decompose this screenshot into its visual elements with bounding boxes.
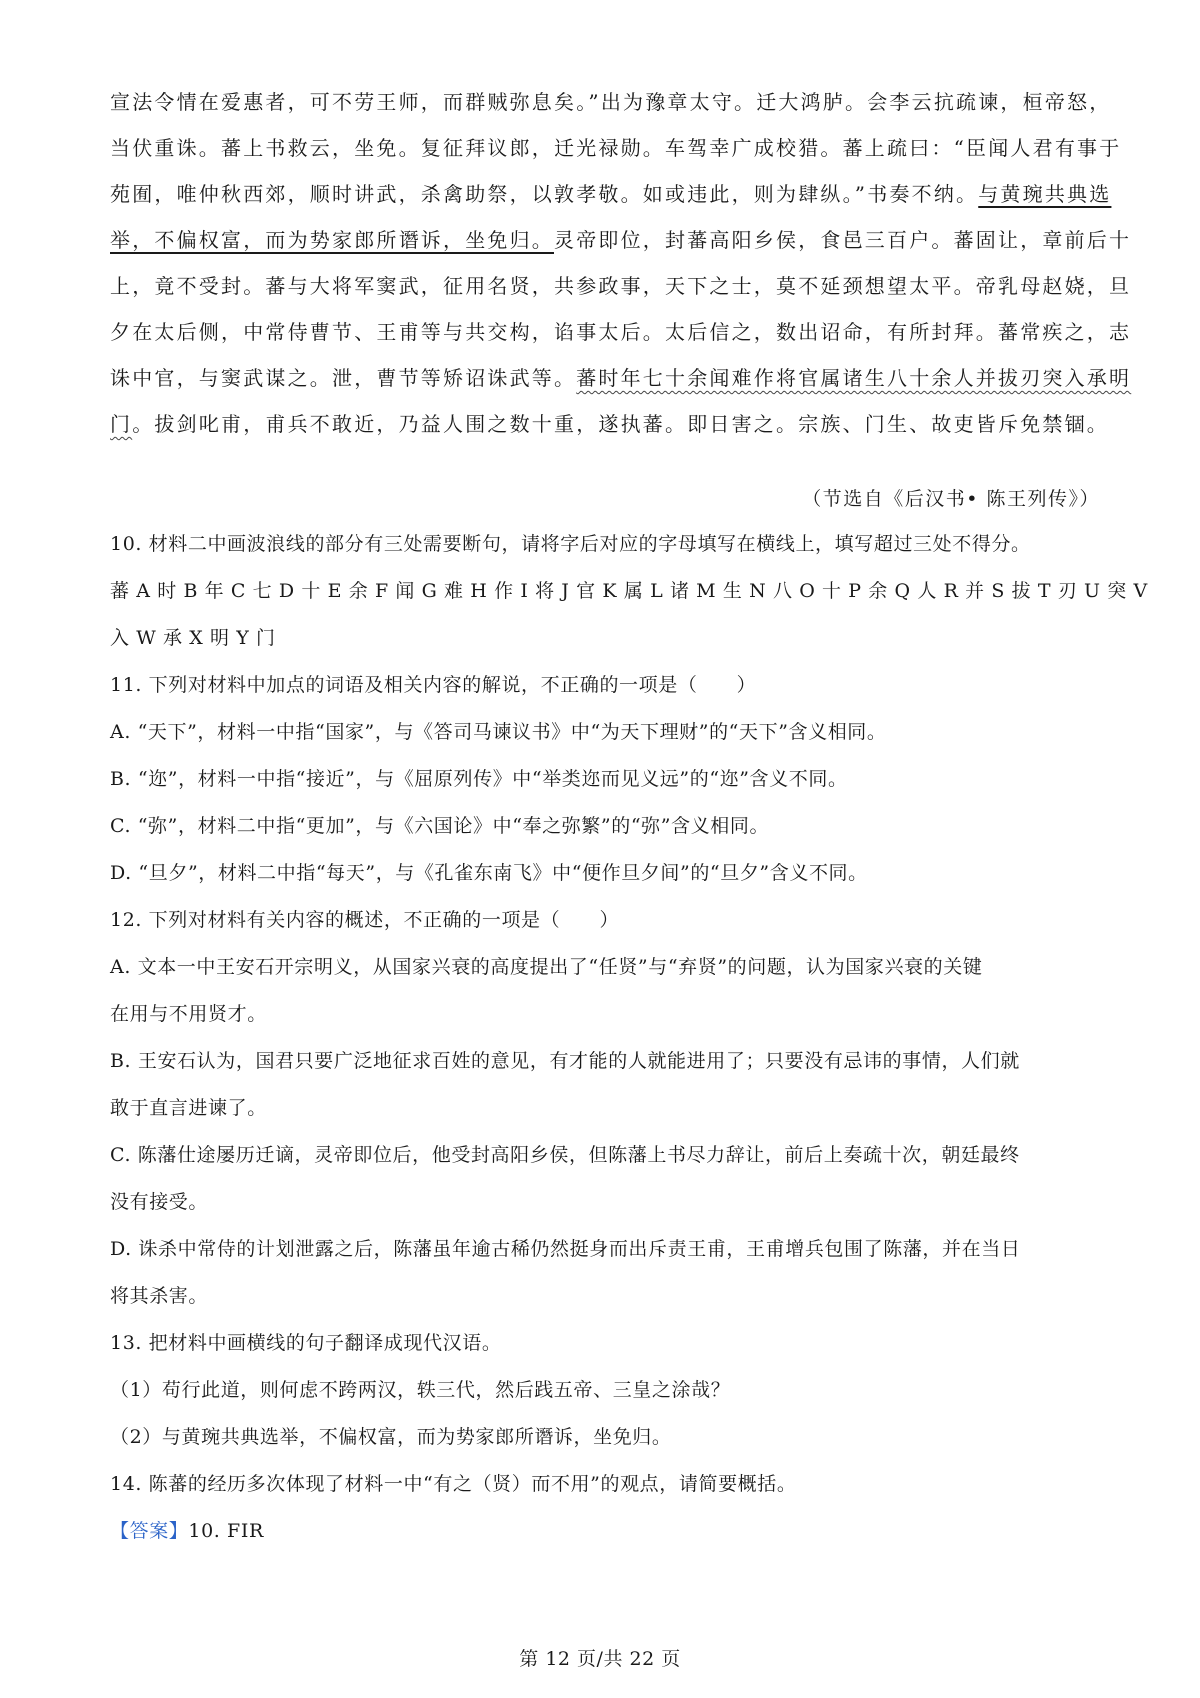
passage-line: 宣法令情在爱惠者，可不劳王师，而群贼弥息矣。”出为豫章太守。迁大鸿胪。会李云抗疏谏，桓帝怒， (110, 90, 1112, 114)
passage (110, 88, 1132, 456)
wavy-underlined-sentence: 门 (110, 412, 133, 436)
passage-line: 当伏重诛。蕃上书救云，坐免。复征拜议郎，迁光禄勋。车驾幸广成校猎。蕃上疏曰：“臣闻人君有事于 (110, 136, 1122, 160)
answer-label: 【答案】 (110, 1520, 189, 1542)
question-line: 在用与不用贤才。 (110, 1003, 267, 1025)
question-line: B. “迩”，材料一中指“接近”，与《屈原列传》中“举类迩而见义远”的“迩”含义不同。 (110, 768, 848, 790)
question-line: 敢于直言进谏了。 (110, 1097, 267, 1119)
question-line: 11. 下列对材料中加点的词语及相关内容的解说，不正确的一项是（ ） (110, 674, 757, 696)
passage-line: 苑囿，唯仲秋西郊，顺时讲武，杀禽助祭，以敦孝敬。如或违此，则为肆纵。”书奏不纳。与黄琬共典选 (110, 182, 1112, 206)
question-line: （1）苟行此道，则何虑不跨两汉，轶三代，然后践五帝、三皇之涂哉？ (110, 1379, 731, 1401)
question-line: D. “旦夕”，材料二中指“每天”，与《孔雀东南飞》中“便作旦夕间”的“旦夕”含义不同。 (110, 862, 868, 884)
underlined-sentence: 举，不偏权富，而为势家郎所谮诉，坐免归。 (110, 228, 554, 252)
question-line: C. “弥”，材料二中指“更加”，与《六国论》中“奉之弥繁”的“弥”含义相同。 (110, 815, 770, 837)
answer-line (110, 1517, 1100, 1564)
question-line: 将其杀害。 (110, 1285, 209, 1307)
wavy-underlined-sentence: 蕃时年七十余闻难作将官属诸生八十余人并拔刃突入承明 (576, 366, 1132, 390)
question-line: 10. 材料二中画波浪线的部分有三处需要断句，请将字后对应的字母填写在横线上，填写超过三处不得分。 (110, 533, 1031, 555)
underlined-sentence: 与黄琬共典选 (978, 182, 1112, 206)
question-line: 14. 陈蕃的经历多次体现了材料一中“有之（贤）而不用”的观点，请简要概括。 (110, 1473, 797, 1495)
question-line: 蕃 A 时 B 年 C 七 D 十 E 余 F 闻 G 难 H 作 I 将 J 官 K 属 L 诸 M 生 N 八 O 十 P 余 Q 人 R 并 S 拔 T 刃 U 突 V (110, 580, 1148, 602)
question-line: （2）与黄琬共典选举，不偏权富，而为势家郎所谮诉，坐免归。 (110, 1426, 672, 1448)
passage-line: 上，竟不受封。蕃与大将军窦武，征用名贤，共参政事，天下之士，莫不延颈想望太平。帝乳母赵娆，旦 (110, 274, 1132, 298)
passage-source: （节选自《后汉书• 陈王列传》） (802, 488, 1100, 510)
passage-line: 门。拔剑叱甫，甫兵不敢近，乃益人围之数十重，遂执蕃。即日害之。宗族、门生、故吏皆斥免禁锢。 (110, 412, 1110, 436)
passage-line: 夕在太后侧，中常侍曹节、王甫等与共交构，谄事太后。太后信之，数出诏命，有所封拜。蕃常疾之，志 (110, 320, 1132, 344)
page-footer: 第 12 页/共 22 页 (519, 1648, 681, 1670)
question-line: B. 王安石认为，国君只要广泛地征求百姓的意见，有才能的人就能进用了；只要没有忌讳的事情，人们就 (110, 1050, 1020, 1072)
question-line: A. “天下”，材料一中指“国家”，与《答司马谏议书》中“为天下理财”的“天下”含义相同。 (110, 721, 887, 743)
question-line: A. 文本一中王安石开宗明义，从国家兴衰的高度提出了“任贤”与“弃贤”的问题，认为国家兴衰的关键 (110, 956, 983, 978)
question-line: 没有接受。 (110, 1191, 209, 1213)
answer-text: 10. FIR (188, 1520, 264, 1542)
question-line: 13. 把材料中画横线的句子翻译成现代汉语。 (110, 1332, 502, 1354)
question-line: 入 W 承 X 明 Y 门 (110, 627, 276, 649)
question-line: 12. 下列对材料有关内容的概述，不正确的一项是（ ） (110, 909, 620, 931)
question-line: D. 诛杀中常侍的计划泄露之后，陈藩虽年逾古稀仍然挺身而出斥责王甫，王甫增兵包围了陈藩，并在当日 (110, 1238, 1021, 1260)
passage-line: 诛中官，与窦武谋之。泄，曹节等矫诏诛武等。蕃时年七十余闻难作将官属诸生八十余人并拔刃突入承明 (110, 366, 1132, 390)
questions (110, 530, 1148, 1564)
passage-line: 举，不偏权富，而为势家郎所谮诉，坐免归。灵帝即位，封蕃高阳乡侯，食邑三百户。蕃固让，章前后十 (110, 228, 1132, 252)
question-line: C. 陈藩仕途屡历迁谪，灵帝即位后，他受封高阳乡侯，但陈藩上书尽力辞让，前后上奏疏十次，朝廷最终 (110, 1144, 1020, 1166)
